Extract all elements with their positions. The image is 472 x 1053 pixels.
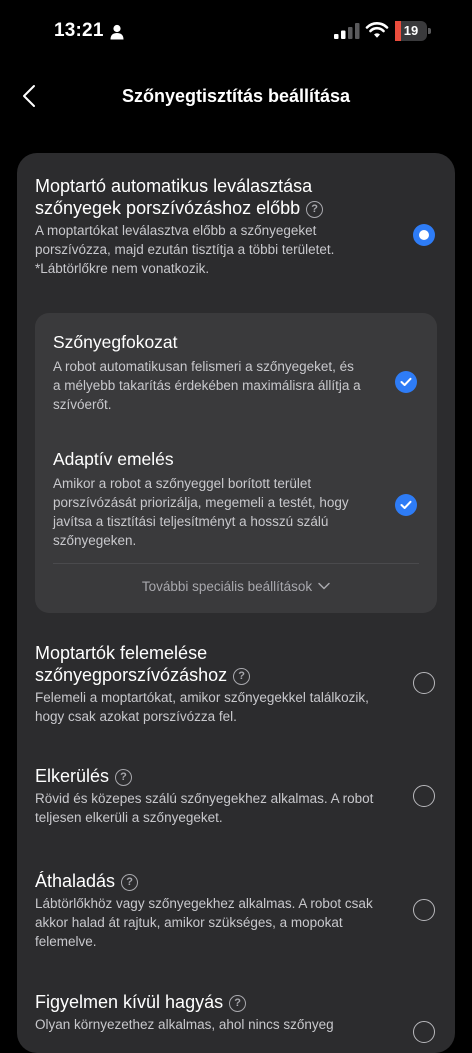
option-description: Rövid és közepes szálú szőnyegekhez alkalmas. A robot teljesen elkerüli a szőnyegeket. bbox=[35, 791, 374, 825]
battery-level: 19 bbox=[403, 23, 419, 38]
status-bar bbox=[0, 0, 472, 64]
checkmark-icon bbox=[400, 500, 412, 510]
radio-button[interactable] bbox=[413, 785, 435, 807]
option-title: Moptartók felemelése szőnyegporszívózáshoz ? bbox=[17, 642, 377, 686]
page-title: Szőnyegtisztítás beállítása bbox=[121, 86, 351, 106]
sub-setting-adaptive-lift[interactable] bbox=[35, 448, 437, 550]
sub-setting-carpet-boost[interactable] bbox=[35, 331, 437, 414]
carpet-settings-card bbox=[17, 153, 455, 1053]
option-avoid[interactable] bbox=[17, 765, 455, 827]
nav-bar bbox=[0, 74, 472, 118]
option-lift-mop-for-carpet[interactable] bbox=[17, 642, 455, 726]
more-advanced-settings-link[interactable]: További speciális beállítások bbox=[35, 579, 437, 594]
sub-setting-title: Adaptív emelés bbox=[53, 449, 174, 469]
sub-setting-description: Amikor a robot a szőnyeggel borított terület porszívózását priorizálja, megemeli a testét, hogy javítsa a tisztítási teljesítményt a hosszú szálú szőnyegeken. bbox=[53, 476, 349, 548]
option-description: Olyan környezethez alkalmas, ahol nincs szőnyeg bbox=[35, 1017, 334, 1032]
sub-settings-card bbox=[35, 313, 437, 613]
radio-button-selected[interactable] bbox=[413, 224, 435, 246]
option-description: Lábtörlőkhöz vagy szőnyegekhez alkalmas. A robot csak akkor halad át rajtuk, amikor szükséges, a mopokat felemelve. bbox=[35, 896, 373, 949]
option-title: Moptartó automatikus leválasztása szőnyegek porszívózáshoz előbb ? bbox=[17, 175, 377, 219]
checkmark-icon bbox=[400, 377, 412, 387]
option-detach-mop-vacuum-first[interactable] bbox=[17, 175, 455, 278]
divider bbox=[53, 563, 419, 564]
option-ignore[interactable] bbox=[17, 991, 455, 1034]
cellular-signal-icon bbox=[334, 23, 360, 39]
help-icon[interactable]: ? bbox=[121, 874, 138, 891]
option-title: Elkerülés ? bbox=[17, 765, 377, 787]
option-title: Figyelmen kívül hagyás ? bbox=[17, 991, 377, 1013]
chevron-down-icon bbox=[318, 582, 330, 590]
wifi-icon bbox=[366, 21, 388, 39]
sub-setting-description: A robot automatikusan felismeri a szőnyegeket, és a mélyebb takarítás érdekében maximálisra állítja a szívóerőt. bbox=[53, 359, 361, 412]
checkbox-checked[interactable] bbox=[395, 494, 417, 516]
option-title: Áthaladás ? bbox=[17, 870, 377, 892]
radio-button[interactable] bbox=[413, 1021, 435, 1043]
help-icon[interactable]: ? bbox=[115, 769, 132, 786]
status-time: 13:21 bbox=[54, 20, 104, 41]
checkbox-checked[interactable] bbox=[395, 371, 417, 393]
radio-button[interactable] bbox=[413, 672, 435, 694]
help-icon[interactable]: ? bbox=[233, 668, 250, 685]
option-cross[interactable] bbox=[17, 870, 455, 951]
person-icon bbox=[110, 24, 124, 40]
help-icon[interactable]: ? bbox=[306, 201, 323, 218]
help-icon[interactable]: ? bbox=[229, 995, 246, 1012]
option-description: Felemeli a moptartókat, amikor szőnyegekkel találkozik, hogy csak azokat porszívózza fel. bbox=[35, 690, 369, 724]
battery-indicator bbox=[395, 21, 431, 41]
radio-button[interactable] bbox=[413, 899, 435, 921]
option-description: A moptartókat leválasztva előbb a szőnyegeket porszívózza, majd ezután tisztítja a többi területet. *Lábtörlőkre nem vonatkozik. bbox=[35, 223, 335, 276]
sub-setting-title: Szőnyegfokozat bbox=[53, 332, 178, 352]
